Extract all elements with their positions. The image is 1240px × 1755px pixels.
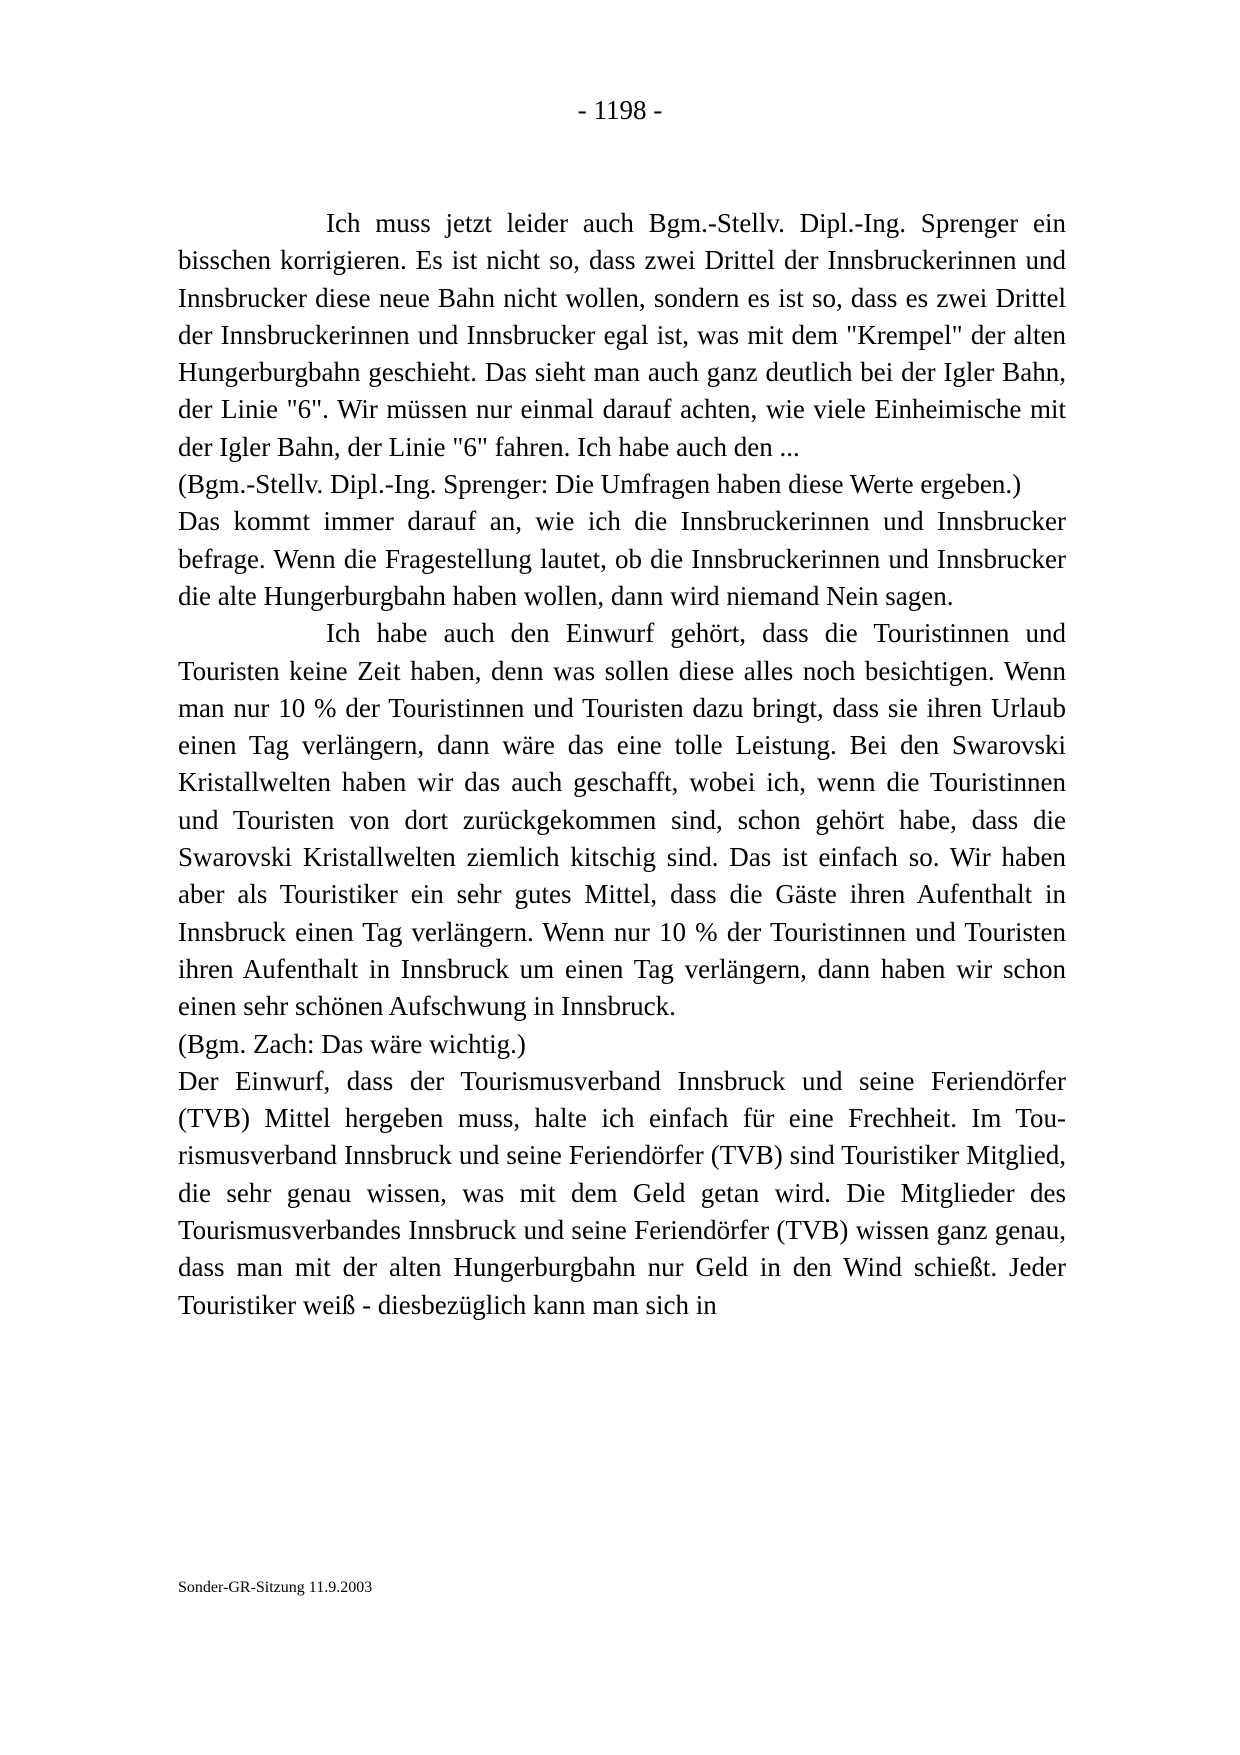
interjection-sprenger: (Bgm.-Stellv. Dipl.-Ing. Sprenger: Die Umfragen haben diese Werte ergeben.) <box>178 469 1022 500</box>
paragraph-tourists: Ich habe auch den Einwurf gehört, dass die Touristinnen und Touristen keine Zeit haben, denn was sollen diese alles noch besichtigen. Wenn man nur 10 % der Touristinnen und Touristen dazu bringt, dass sie ihren Urlaub einen Tag verlängern, dann wäre das eine tolle Leistung. Bei den Swarovski Kristallwelten haben wir das auch geschafft, wobei ich, wenn die Touristinnen und Touristen von dort zurückgekommen sind, schon gehört habe, dass die Swarovski Kristallwelten ziemlich kitschig sind. Das ist einfach so. Wir haben aber als Touristiker ein sehr gutes Mittel, dass die Gäste ihren Aufenthalt in Innsbruck einen Tag verlängern. Wenn nur 10 % der Touristinnen und Touristen ihren Aufenthalt in Innsbruck um einen Tag verlängern, dann haben wir schon einen sehr schönen Aufschwung in Innsbruck. <box>178 618 1066 1022</box>
paragraph-tvb: Der Einwurf, dass der Tourismusverband Innsbruck und seine Feriendörfer (TVB) Mittel hergeben muss, halte ich einfach für eine Frechheit. Im Tourismusverband Innsbruck und seine Feriendörfer (TVB) sind Touristiker Mitglied, die sehr genau wissen, was mit dem Geld getan wird. Die Mitglieder des Tourismusverbandes Innsbruck und seine Feriendörfer (TVB) wissen ganz genau, dass man mit der alten Hungerburgbahn nur Geld in den Wind schießt. Jeder Touristiker weiß - diesbezüglich kann man sich in <box>178 1065 1066 1320</box>
paragraph-correction: Ich muss jetzt leider auch Bgm.-Stellv. Dipl.-Ing. Sprenger ein bisschen korrigieren. Es ist nicht so, dass zwei Drittel der Innsbruckerinnen und Innsbrucker diese neue Bahn nicht wollen, sondern es ist so, dass es zwei Drittel der Innsbruckerinnen und Innsbrucker egal ist, was mit dem "Krempel" der alten Hungerburgbahn geschieht. Das sieht man auch ganz deutlich bei der Igler Bahn, der Linie "6". Wir müssen nur einmal darauf achten, wie viele Einheimische mit der Igler Bahn, der Linie "6" fahren. Ich habe auch den ... <box>178 208 1066 462</box>
document-body <box>178 205 1066 1324</box>
paragraph-survey: Das kommt immer darauf an, wie ich die Innsbruckerinnen und Innsbrucker befrage. Wenn die Fragestellung lautet, ob die Innsbruckerinnen und Innsbrucker die alte Hungerburgbahn haben wollen, dann wird niemand Nein sagen. <box>178 506 1066 611</box>
interjection-zach: (Bgm. Zach: Das wäre wichtig.) <box>178 1028 526 1059</box>
footer-session-label: Sonder-GR-Sitzung 11.9.2003 <box>178 1579 373 1596</box>
page-number: - 1198 - <box>577 95 663 125</box>
